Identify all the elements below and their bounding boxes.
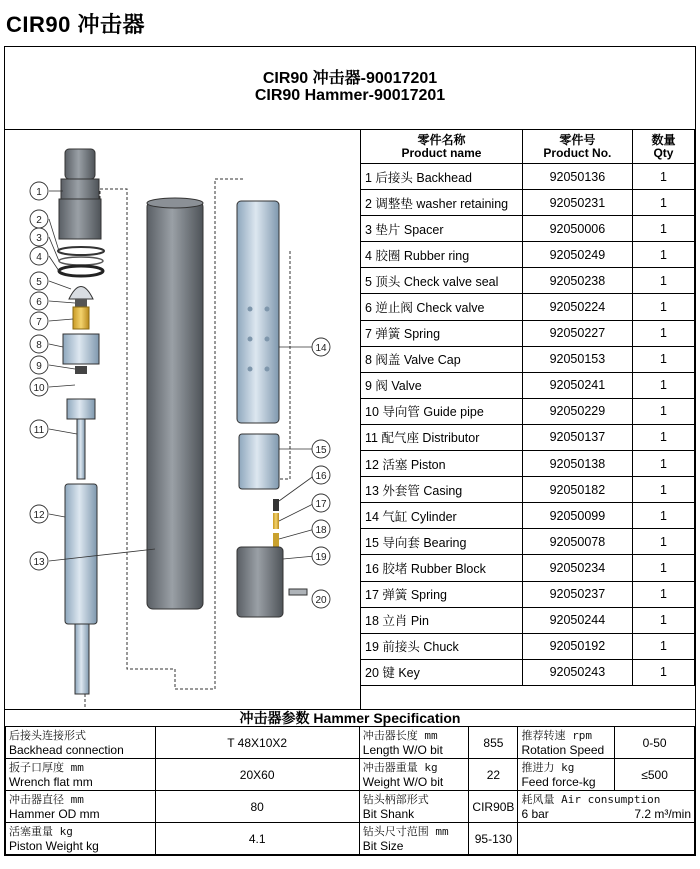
casing-part <box>147 201 203 609</box>
part-name-cell: 2 调整垫 washer retaining <box>361 190 523 216</box>
backhead-part <box>65 149 95 179</box>
table-row <box>361 320 695 346</box>
exploded-diagram <box>5 129 361 709</box>
part-qty-cell: 1 <box>632 503 694 529</box>
part-name-cell: 18 立肖 Pin <box>361 607 523 633</box>
spec-value: 22 <box>469 759 518 791</box>
spec-row <box>6 759 695 791</box>
callout-12: 12 <box>33 510 45 521</box>
part-qty-cell: 1 <box>632 164 694 190</box>
part-name-cell: 20 键 Key <box>361 659 523 685</box>
spec-label <box>518 759 615 791</box>
label-en: Bit Size <box>362 838 404 853</box>
callout-18: 18 <box>315 525 327 536</box>
spec-value: CIR90B <box>469 791 518 823</box>
callout-17: 17 <box>315 499 327 510</box>
spec-empty-cell <box>518 823 695 855</box>
label-en: Length W/O bit <box>362 742 443 757</box>
table-row <box>361 659 695 685</box>
part-name-cell: 7 弹簧 Spring <box>361 320 523 346</box>
part-number-cell: 92050237 <box>522 581 632 607</box>
part-number-cell: 92050243 <box>522 659 632 685</box>
table-row <box>361 581 695 607</box>
spec-sheet-frame <box>4 46 696 856</box>
table-row <box>361 424 695 450</box>
spec-row <box>6 823 695 855</box>
spec-value: 95-130 <box>469 823 518 855</box>
callout-5: 5 <box>36 277 42 288</box>
callout-11: 11 <box>33 425 45 436</box>
part-number-cell: 92050137 <box>522 424 632 450</box>
table-row <box>361 503 695 529</box>
spec-row <box>6 727 695 759</box>
part-name-cell: 13 外套管 Casing <box>361 477 523 503</box>
part-name-cell: 3 垫片 Spacer <box>361 216 523 242</box>
callout-6: 6 <box>36 297 42 308</box>
part-number-cell: 92050182 <box>522 477 632 503</box>
part-number-cell: 92050153 <box>522 346 632 372</box>
table-row <box>361 451 695 477</box>
col-qty-cn: 数量 <box>651 132 676 147</box>
part-qty-cell: 1 <box>632 268 694 294</box>
spec-title: 冲击器参数 Hammer Specification <box>5 709 695 727</box>
label-cn: 活塞重量 kg <box>9 824 73 838</box>
col-qty-en: Qty <box>653 145 674 160</box>
label-en: 6 bar <box>521 806 549 821</box>
part-name-cell: 9 阀 Valve <box>361 372 523 398</box>
spec-value: 0-50 <box>615 727 695 759</box>
part-number-cell: 92050138 <box>522 451 632 477</box>
label-en: Backhead connection <box>9 742 124 757</box>
sheet-title-cn: CIR90 冲击器-90017201 <box>262 70 438 87</box>
part-name-cell: 1 后接头 Backhead <box>361 164 523 190</box>
spec-label <box>359 727 469 759</box>
page-title: CIR90 冲击器 <box>6 12 145 37</box>
col-no-cn: 零件号 <box>559 132 596 147</box>
callout-9: 9 <box>36 361 42 372</box>
table-row <box>361 216 695 242</box>
part-number-cell: 92050192 <box>522 633 632 659</box>
label-en: Bit Shank <box>362 806 415 821</box>
part-name-cell: 10 导向管 Guide pipe <box>361 398 523 424</box>
part-name-cell: 8 阀盖 Valve Cap <box>361 346 523 372</box>
col-qty <box>632 130 694 164</box>
table-row <box>361 372 695 398</box>
part-qty-cell: 1 <box>632 320 694 346</box>
label-cn: 冲击器长度 mm <box>362 728 438 742</box>
air-consumption-cell <box>518 791 695 823</box>
table-row <box>361 242 695 268</box>
part-name-cell: 11 配气座 Distributor <box>361 424 523 450</box>
callout-2: 2 <box>36 215 42 226</box>
spec-value: 20X60 <box>155 759 359 791</box>
label-en: Hammer OD mm <box>9 806 100 821</box>
label-cn: 钻头尺寸范围 mm <box>362 824 449 838</box>
label-en: Piston Weight kg <box>9 838 99 853</box>
sheet-header <box>5 47 695 130</box>
part-number-cell: 92050229 <box>522 398 632 424</box>
label-cn: 耗风量 Air consumption <box>521 792 661 806</box>
col-name-en: Product name <box>401 145 482 160</box>
part-name-cell: 12 活塞 Piston <box>361 451 523 477</box>
part-number-cell: 92050244 <box>522 607 632 633</box>
part-qty-cell: 1 <box>632 607 694 633</box>
spec-value: 4.1 <box>155 823 359 855</box>
part-qty-cell: 1 <box>632 529 694 555</box>
col-name-cn: 零件名称 <box>417 132 466 147</box>
label-cn: 钻头柄部形式 <box>362 792 429 806</box>
part-qty-cell: 1 <box>632 346 694 372</box>
spec-label <box>359 759 469 791</box>
callout-15: 15 <box>315 445 327 456</box>
callout-13: 13 <box>33 557 45 568</box>
part-qty-cell: 1 <box>632 294 694 320</box>
callout-20: 20 <box>315 595 327 606</box>
spec-label <box>6 727 156 759</box>
callout-14: 14 <box>315 343 327 354</box>
cylinder-part <box>237 201 279 423</box>
part-qty-cell: 1 <box>632 242 694 268</box>
callout-16: 16 <box>315 471 327 482</box>
part-qty-cell: 1 <box>632 190 694 216</box>
part-name-cell: 6 逆止阀 Check valve <box>361 294 523 320</box>
part-name-cell: 5 顶头 Check valve seal <box>361 268 523 294</box>
part-qty-cell: 1 <box>632 581 694 607</box>
label-cn: 冲击器重量 kg <box>362 760 438 774</box>
spec-label <box>6 791 156 823</box>
label-en: Rotation Speed <box>521 742 605 757</box>
spec-value: 80 <box>155 791 359 823</box>
part-number-cell: 92050238 <box>522 268 632 294</box>
callout-10: 10 <box>33 383 45 394</box>
part-name-cell: 16 胶堵 Rubber Block <box>361 555 523 581</box>
part-number-cell: 92050224 <box>522 294 632 320</box>
table-row <box>361 294 695 320</box>
spec-table <box>5 726 695 855</box>
label-cn: 推进力 kg <box>521 760 575 774</box>
spec-row <box>6 791 695 823</box>
col-product-no <box>522 130 632 164</box>
label-en: Weight W/O bit <box>362 774 444 789</box>
spec-value: T 48X10X2 <box>155 727 359 759</box>
part-qty-cell: 1 <box>632 555 694 581</box>
label-en: Wrench flat mm <box>9 774 93 789</box>
table-row <box>361 607 695 633</box>
table-row <box>361 164 695 190</box>
chuck-part <box>237 547 283 617</box>
part-qty-cell: 1 <box>632 398 694 424</box>
label-cn: 后接头连接形式 <box>9 728 86 742</box>
table-row <box>361 190 695 216</box>
parts-table-body <box>361 164 695 686</box>
spec-label <box>518 727 615 759</box>
part-number-cell: 92050099 <box>522 503 632 529</box>
callout-4: 4 <box>36 252 42 263</box>
label-cn: 冲击器直径 mm <box>9 792 84 806</box>
part-number-cell: 92050231 <box>522 190 632 216</box>
part-qty-cell: 1 <box>632 633 694 659</box>
part-number-cell: 92050078 <box>522 529 632 555</box>
part-number-cell: 92050006 <box>522 216 632 242</box>
part-qty-cell: 1 <box>632 216 694 242</box>
callout-1: 1 <box>36 187 42 198</box>
part-name-cell: 4 胶圈 Rubber ring <box>361 242 523 268</box>
col-no-en: Product No. <box>543 145 612 160</box>
table-row <box>361 398 695 424</box>
part-qty-cell: 1 <box>632 372 694 398</box>
callout-8: 8 <box>36 340 42 351</box>
part-name-cell: 14 气缸 Cylinder <box>361 503 523 529</box>
spec-value: 855 <box>469 727 518 759</box>
col-product-name <box>361 130 523 164</box>
part-qty-cell: 1 <box>632 424 694 450</box>
callout-3: 3 <box>36 233 42 244</box>
callout-7: 7 <box>36 317 42 328</box>
sheet-title-en: CIR90 Hammer-90017201 <box>254 87 446 104</box>
part-number-cell: 92050136 <box>522 164 632 190</box>
part-number-cell: 92050234 <box>522 555 632 581</box>
table-row <box>361 555 695 581</box>
exploded-diagram-svg <box>5 129 360 709</box>
spec-label <box>359 791 469 823</box>
table-row <box>361 268 695 294</box>
label-cn: 推荐转速 rpm <box>521 728 592 742</box>
spec-value: ≤500 <box>615 759 695 791</box>
spec-label <box>6 823 156 855</box>
spec-value: 7.2 m³/min <box>634 806 691 821</box>
part-number-cell: 92050249 <box>522 242 632 268</box>
label-en: Feed force-kg <box>521 774 596 789</box>
callout-19: 19 <box>315 552 327 563</box>
part-qty-cell: 1 <box>632 659 694 685</box>
table-row <box>361 346 695 372</box>
spec-label <box>6 759 156 791</box>
table-row <box>361 633 695 659</box>
label-cn: 扳子口厚度 mm <box>9 760 84 774</box>
part-name-cell: 15 导向套 Bearing <box>361 529 523 555</box>
spec-label <box>359 823 469 855</box>
table-row <box>361 477 695 503</box>
table-row <box>361 529 695 555</box>
air-consumption-values <box>521 807 691 821</box>
parts-table <box>360 129 695 686</box>
part-number-cell: 92050241 <box>522 372 632 398</box>
part-number-cell: 92050227 <box>522 320 632 346</box>
part-qty-cell: 1 <box>632 477 694 503</box>
part-qty-cell: 1 <box>632 451 694 477</box>
part-name-cell: 17 弹簧 Spring <box>361 581 523 607</box>
part-name-cell: 19 前接头 Chuck <box>361 633 523 659</box>
